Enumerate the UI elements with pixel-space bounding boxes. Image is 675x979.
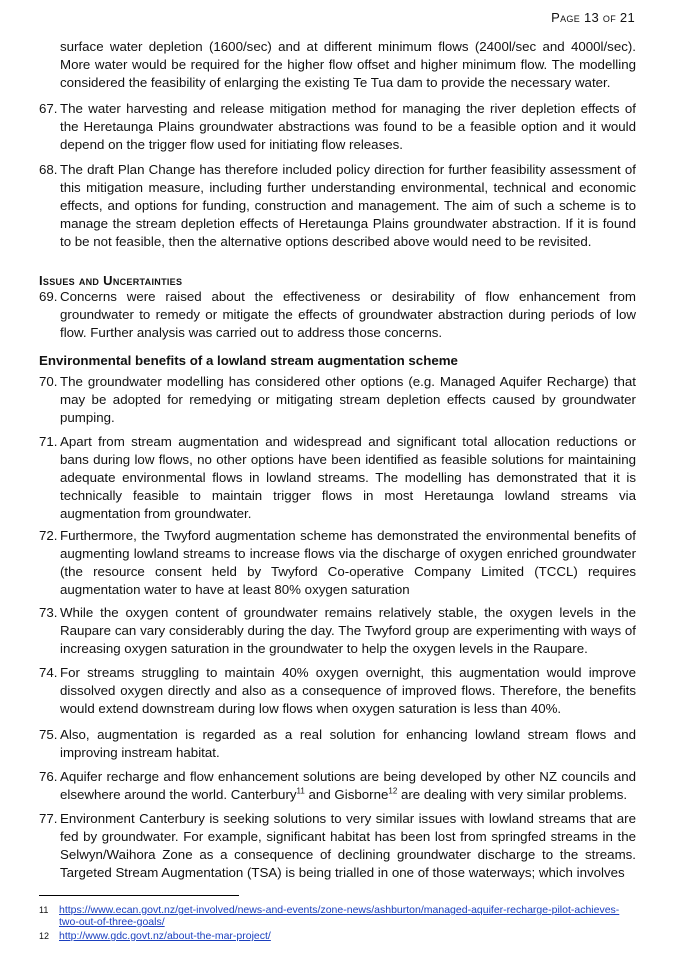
paragraph-text: While the oxygen content of groundwater remains relatively stable, the oxygen levels in the Raupare can vary considerably during the day. The Twyford group are experimenting with ways of increasing oxygen saturation in the groundwater to help the oxygen levels in the Raupare. — [60, 605, 636, 656]
paragraph-number: 74. — [39, 665, 58, 680]
footnote-number: 12 — [39, 931, 50, 941]
page-number-label: Page 13 of 21 — [551, 10, 635, 25]
footnote-ref-11[interactable]: 11 — [296, 786, 305, 796]
paragraph-number: 76. — [39, 769, 58, 784]
footnote-number: 11 — [39, 905, 49, 915]
paragraph-number: 69. — [39, 289, 58, 304]
paragraph-text: The water harvesting and release mitigation method for managing the river depletion effects of the Heretaunga Plains groundwater abstractions was found to be a feasible option and it would depend on the trigger flow used for initiating flow releases. — [60, 101, 636, 152]
paragraph-number: 77. — [39, 811, 58, 826]
paragraph-number: 73. — [39, 605, 58, 620]
footnote-divider — [39, 895, 239, 896]
paragraph-number: 70. — [39, 374, 58, 389]
section-heading: Environmental benefits of a lowland stream augmentation scheme — [39, 353, 458, 368]
paragraph-text: Furthermore, the Twyford augmentation scheme has demonstrated the environmental benefits of augmenting lowland streams to increase flows via the discharge of oxygen enriched groundwater (the resource consent held by Twyford Co-operative Company Limited (TCCL) requires augmentation water to have at least 80% oxygen saturation — [60, 528, 636, 597]
paragraph-text-part: and Gisborne — [304, 787, 389, 802]
footnote-link[interactable]: https://www.ecan.govt.nz/get-involved/news-and-events/zone-news/ashburton/managed-aquifer-recharge-pilot-achieves-two-out-of-three-goals/ — [59, 904, 620, 928]
footnote-link[interactable]: http://www.gdc.govt.nz/about-the-mar-project/ — [59, 930, 271, 942]
issues-subheading: Issues and Uncertainties — [39, 273, 183, 288]
paragraph-text: The draft Plan Change has therefore included policy direction for further feasibility assessment of this mitigation measure, including further understanding environmental, technical and economic effects, and options for funding, construction and management. The aim of such a scheme is to manage the stream depletion effects of Heretaunga Plains groundwater abstraction. If it is found to be not feasible, then the alternative options described above would need to be revisited. — [60, 162, 636, 249]
paragraph-text-part: are dealing with very similar problems. — [397, 787, 628, 802]
paragraph-text: For streams struggling to maintain 40% oxygen overnight, this augmentation would improve dissolved oxygen directly and also as a consequence of improved flows. Therefore, the benefits would extend downstream during low flows when oxygen saturation is less than 40%. — [60, 665, 636, 716]
paragraph-text: Also, augmentation is regarded as a real solution for enhancing lowland stream flows and improving instream habitat. — [60, 727, 636, 760]
paragraph-text: The groundwater modelling has considered other options (e.g. Managed Aquifer Recharge) that may be adopted for remedying or mitigating stream depletion effects caused by groundwater pumping. — [60, 374, 636, 425]
paragraph-text: Environment Canterbury is seeking solutions to very similar issues with lowland streams that are fed by groundwater. For example, significant habitat has been lost from springfed streams in the Selwyn/Waihora Zone as a consequence of declining groundwater discharge to the streams. Targeted Stream Augmentation (TSA) is being trialled in one of those waterways; which involves — [60, 811, 636, 880]
paragraph-text — [60, 768, 636, 804]
paragraph-number: 75. — [39, 727, 58, 742]
paragraph-text: Apart from stream augmentation and widespread and significant total allocation reductions or bans during low flows, no other options have been identified as feasible solutions for maintaining adequate environmental flows in lowland streams. The modelling has demonstrated that it is technically feasible to maintain trigger flows in most Heretaunga lowland streams via augmentation from groundwater. — [60, 434, 636, 521]
paragraph-number: 67. — [39, 101, 58, 116]
paragraph-text: Concerns were raised about the effectiveness or desirability of flow enhancement from groundwater to remedy or mitigate the effects of groundwater abstraction during periods of low flow. Further analysis was carried out to address those concerns. — [60, 289, 636, 340]
footnote-ref-12[interactable]: 12 — [388, 786, 398, 796]
paragraph-number: 72. — [39, 528, 58, 543]
paragraph-text-part: Aquifer recharge and flow enhancement solutions are being developed by other NZ councils and elsewhere around the world. Canterbury — [60, 769, 636, 802]
intro-paragraph: surface water depletion (1600/sec) and at different minimum flows (2400l/sec and 4000l/sec). More water would be required for the higher flow offset and higher minimum flow. The modelling considered the feasibility of enlarging the existing Te Tua dam to provide the necessary water. — [60, 39, 636, 90]
paragraph-number: 71. — [39, 434, 58, 449]
paragraph-number: 68. — [39, 162, 58, 177]
page-number — [551, 10, 635, 25]
